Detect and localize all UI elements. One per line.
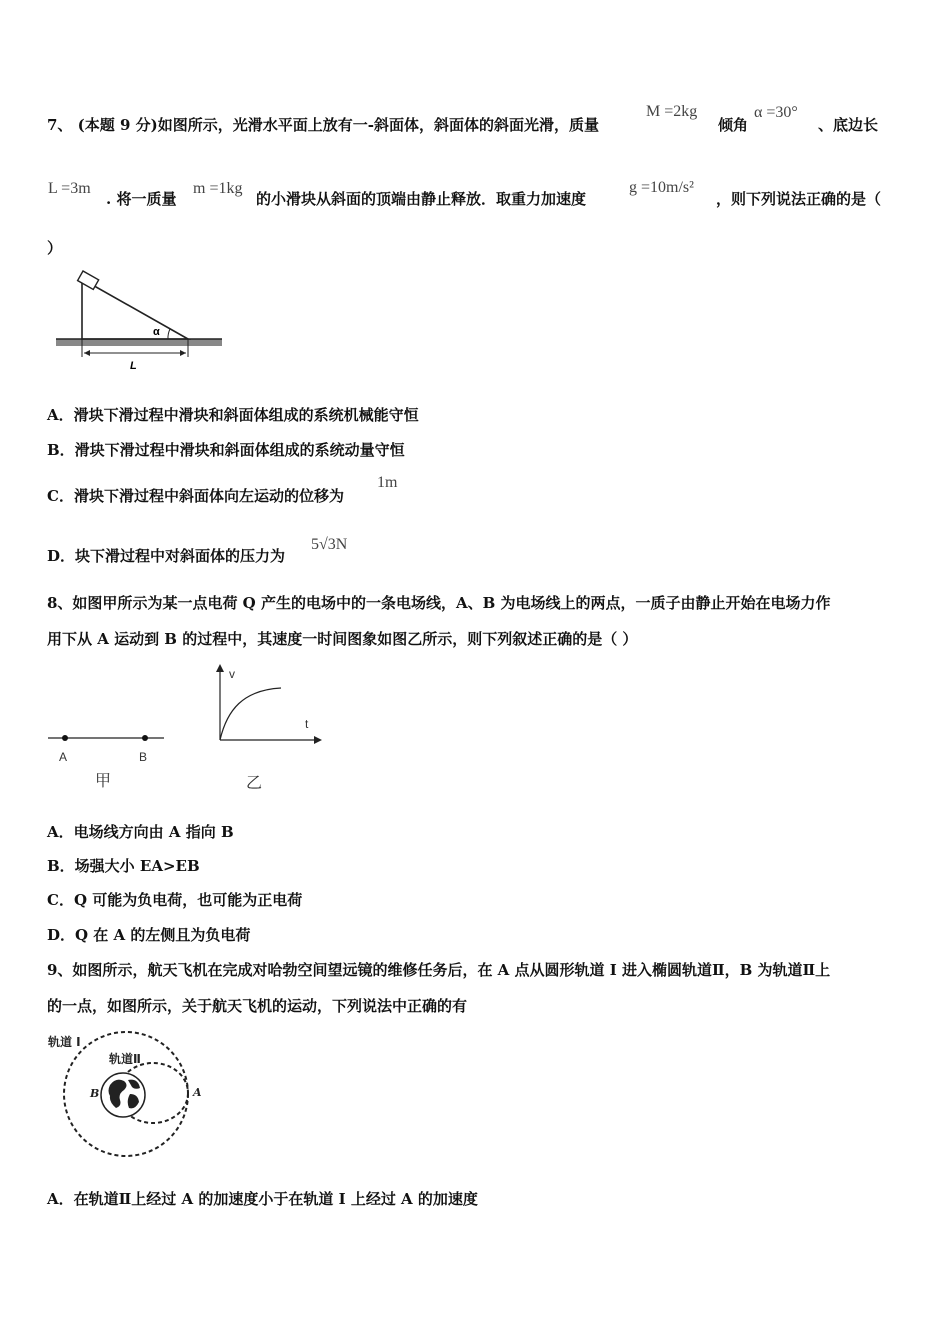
ground-surface: [56, 339, 222, 346]
orbit-2-label: 轨道Ⅱ: [109, 1052, 141, 1066]
point-b-label: B: [90, 1087, 100, 1100]
q8-option-d: D．Q 在 A 的左侧且为负电荷: [47, 926, 251, 944]
q7-angle-word: 倾角: [718, 116, 749, 134]
q7-stem-line2b: 的小滑块从斜面的顶端由静止释放．取重力加速度: [256, 190, 587, 208]
q7-L-value: L =3m: [48, 180, 91, 197]
q8-stem-line2: 用下从 A 运动到 B 的过程中，其速度一时间图象如图乙所示，则下列叙述正确的是（ ）: [47, 630, 638, 648]
axis-t-label: t: [305, 717, 309, 731]
velocity-curve: [220, 688, 281, 740]
q7-mass-M: M =2kg: [646, 103, 698, 120]
point-a-label: A: [193, 1086, 202, 1099]
earth: [101, 1073, 145, 1117]
orbit-1-label: 轨道 I: [48, 1035, 81, 1049]
q8-option-a: A．电场线方向由 A 指向 B: [47, 823, 234, 841]
q8-option-c: C．Q 可能为负电荷，也可能为正电荷: [47, 891, 303, 909]
q7-stem-line3: ）: [47, 239, 63, 257]
axis-v-label: v: [229, 667, 235, 681]
q7-alpha: α =30°: [754, 104, 798, 121]
q9-option-a: A．在轨道Ⅱ上经过 A 的加速度小于在轨道 I 上经过 A 的加速度: [47, 1190, 478, 1208]
fig-L-label: L: [130, 360, 137, 372]
q9-stem-line2: 的一点，如图所示，关于航天飞机的运动，下列说法中正确的有: [47, 997, 468, 1015]
point-b-label: B: [139, 750, 148, 764]
q8-field-line-figure: [40, 720, 180, 795]
q7-option-c: C．滑块下滑过程中斜面体向左运动的位移为: [47, 487, 344, 505]
q9-stem-line1: 9、如图所示，航天飞机在完成对哈勃空间望远镜的维修任务后，在 A 点从圆形轨道 I 进入椭圆轨道Ⅱ，B 为轨道Ⅱ上: [47, 961, 831, 979]
q8-stem-line1: 8、如图甲所示为某一点电荷 Q 产生的电场中的一条电场线，A、B 为电场线上的两点，一质子由静止开始在电场力作: [47, 594, 831, 612]
q7-stem-line2a: . 将一质量: [106, 190, 177, 208]
fig-alpha-label: α: [153, 326, 160, 338]
q7-m-value: m =1kg: [193, 180, 243, 197]
q9-orbit-figure: [48, 1030, 223, 1170]
q7-option-a: A．滑块下滑过程中滑块和斜面体组成的系统机械能守恒: [47, 406, 419, 424]
q8-velocity-time-graph: [205, 660, 330, 795]
q7-stem-line2c: ，则下列说法正确的是（: [716, 190, 882, 208]
fig-jia-label: 甲: [95, 771, 112, 790]
slider-block: [78, 271, 99, 289]
point-a: [62, 735, 68, 741]
fig-yi-label: 乙: [246, 773, 263, 792]
point-b: [142, 735, 148, 741]
angle-arc: [168, 329, 170, 339]
q7-g-value: g =10m/s²: [629, 179, 694, 196]
q7-base-word: 、底边长: [818, 116, 879, 134]
q7-option-d: D．块下滑过程中对斜面体的压力为: [47, 547, 286, 565]
incline-wedge: [82, 279, 188, 339]
q7-stem-line1: 7、 (本题 9 分)如图所示，光滑水平面上放有一-斜面体，斜面体的斜面光滑，质量: [47, 116, 599, 134]
q7-incline-figure: [52, 265, 232, 375]
q7-option-c-value: 1m: [377, 474, 398, 491]
point-a-label: A: [59, 750, 68, 764]
q7-option-d-value: 5√3N: [311, 536, 348, 553]
q7-option-b: B．滑块下滑过程中滑块和斜面体组成的系统动量守恒: [47, 441, 405, 459]
q8-option-b: B．场强大小 EA>EB: [47, 857, 200, 875]
